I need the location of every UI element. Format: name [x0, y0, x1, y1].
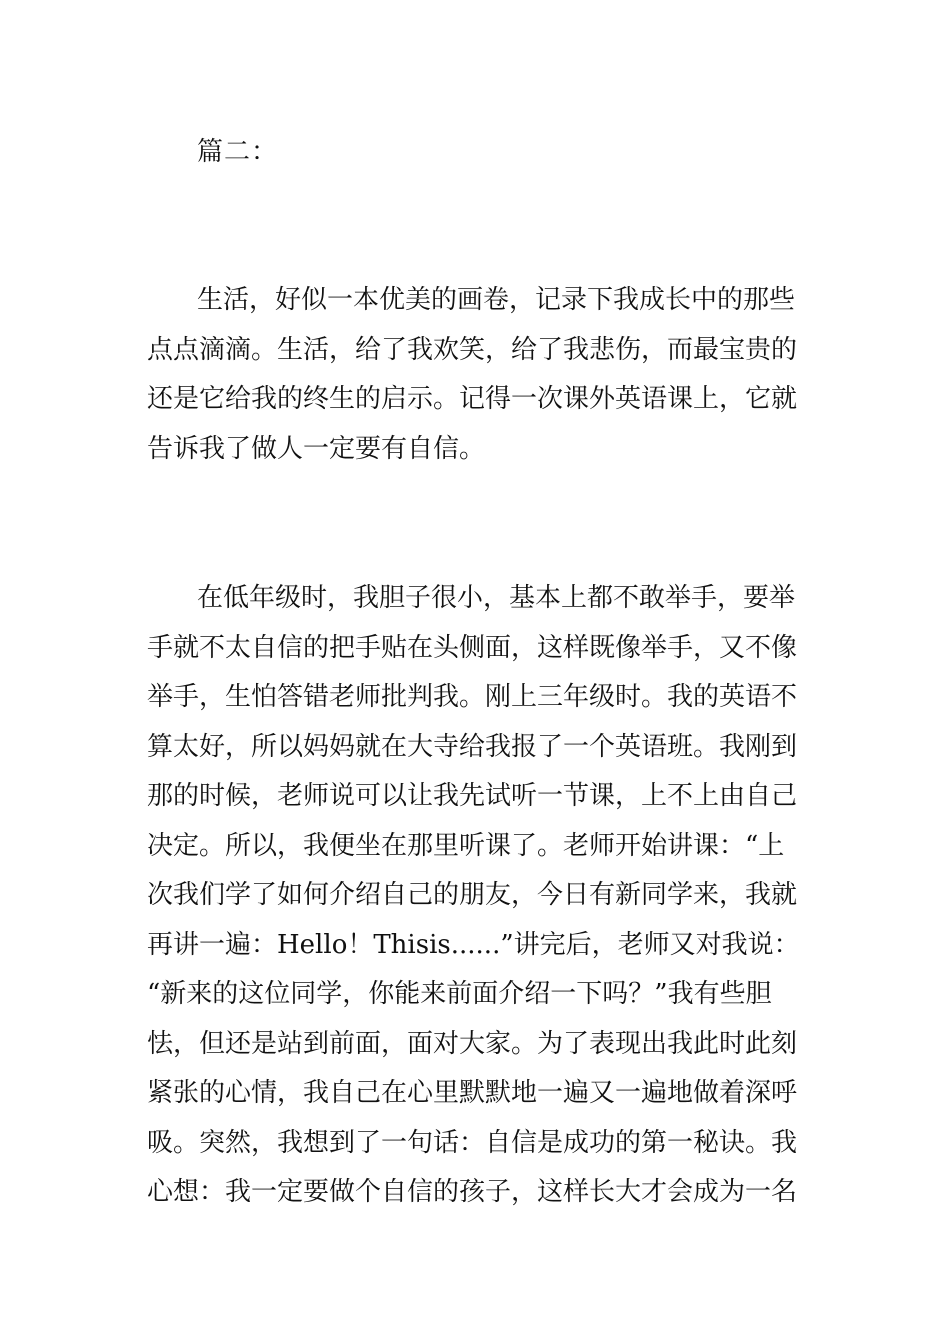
paragraph-line: 心想：我一定要做个自信的孩子，这样长大才会成为一名: [147, 1177, 798, 1207]
paragraph-line: 还是它给我的终生的启示。记得一次课外英语课上，它就: [147, 384, 798, 414]
paragraph-line: 手就不太自信的把手贴在头侧面，这样既像举手，又不像: [147, 632, 798, 663]
paragraph-line: 决定。所以，我便坐在那里听课了。老师开始讲课：“上: [147, 830, 785, 861]
section-heading: 篇二：: [197, 137, 279, 167]
paragraph-1: [147, 276, 812, 474]
paragraph-line: 点点滴滴。生活，给了我欢笑，给了我悲伤，而最宝贵的: [147, 334, 798, 365]
paragraph-line: “新来的这位同学，你能来前面介绍一下吗？”我有些胆: [147, 979, 772, 1009]
paragraph-line: 告诉我了做人一定要有自信。: [147, 433, 486, 464]
paragraph-line: 那的时候，老师说可以让我先试听一节课，上不上由自己: [147, 781, 798, 811]
paragraph-line: 次我们学了如何介绍自己的朋友，今日有新同学来，我就: [147, 880, 798, 910]
paragraph-line: 生活，好似一本优美的画卷，记录下我成长中的那些: [197, 285, 796, 315]
paragraph-2: [147, 574, 812, 1218]
paragraph-line: 算太好，所以妈妈就在大寺给我报了一个英语班。我刚到: [147, 731, 798, 762]
paragraph-line: 紧张的心情，我自己在心里默默地一遍又一遍地做着深呼: [147, 1078, 798, 1108]
paragraph-line: 怯，但还是站到前面，面对大家。为了表现出我此时此刻: [147, 1028, 798, 1059]
paragraph-line: 在低年级时，我胆子很小，基本上都不敢举手，要举: [197, 583, 796, 613]
paragraph-line: 吸。突然，我想到了一句话：自信是成功的第一秘诀。我: [147, 1127, 798, 1158]
paragraph-line: 再讲一遍：Hello！Thisis......”讲完后，老师又对我说：: [147, 929, 800, 960]
paragraph-line: 举手，生怕答错老师批判我。刚上三年级时。我的英语不: [147, 682, 798, 712]
